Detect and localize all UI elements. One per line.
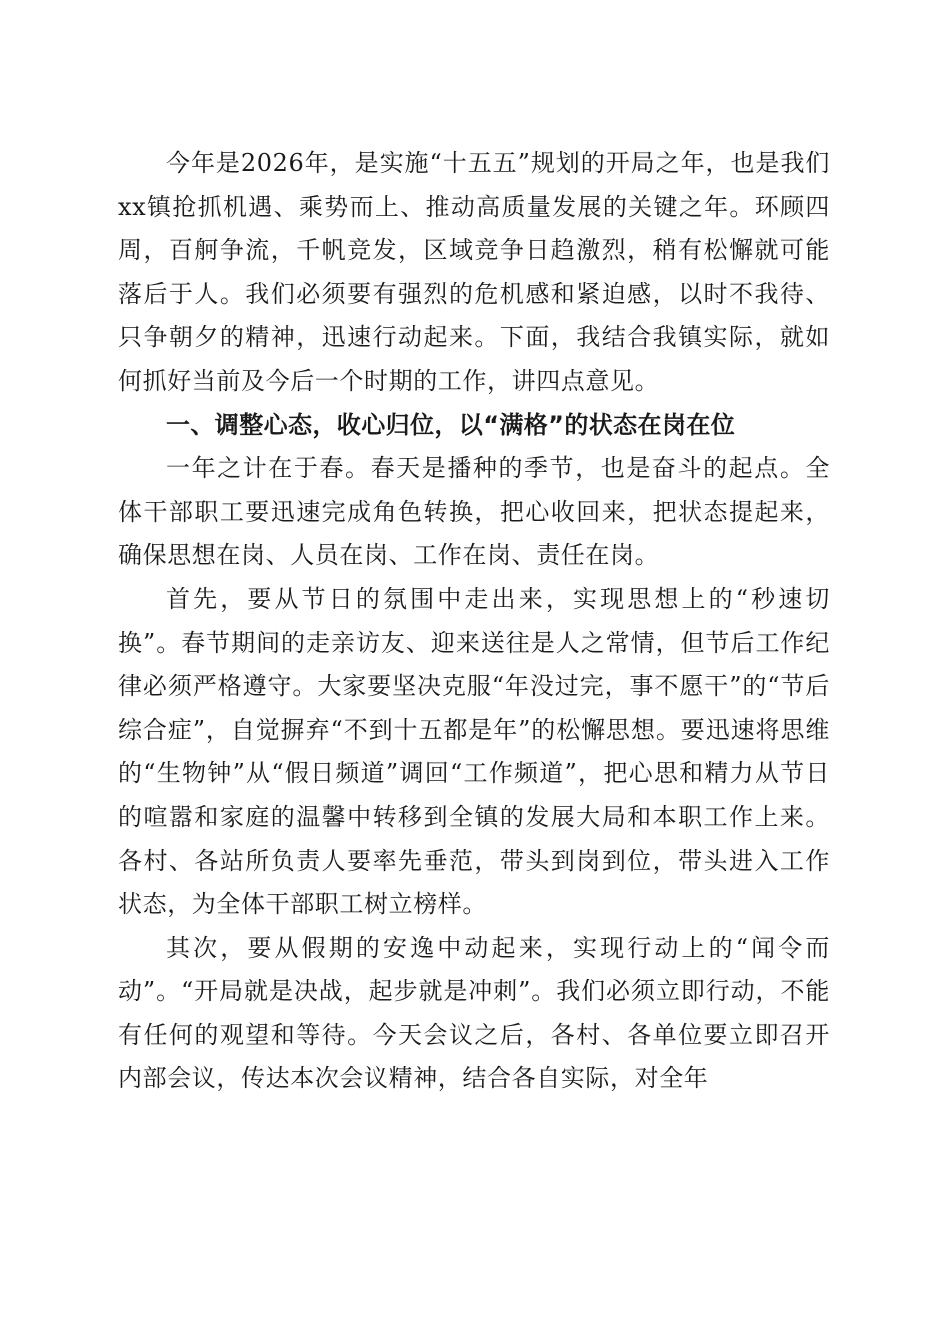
section-heading-1: 一、调整心态，收心归位，以“满格”的状态在岗在位 <box>166 410 736 439</box>
body-paragraph-1: 一年之计在于春。春天是播种的季节，也是奋斗的起点。全体干部职工要迅速完成角色转换，把心收回来，把状态提起来，确保思想在岗、人员在岗、工作在岗、责任在岗。 <box>118 454 830 570</box>
body-paragraph-3: 其次，要从假期的安逸中动起来，实现行动上的“闻令而动”。“开局就是决战，起步就是冲刺”。我们必须立即行动，不能有任何的观望和等待。今天会议之后，各村、各单位要立即召开内部会议，传达本次会议精神，结合各自实际，对全年 <box>118 933 830 1093</box>
body-paragraph-2: 首先，要从节日的氛围中走出来，实现思想上的“秒速切换”。春节期间的走亲访友、迎来送往是人之常情，但节后工作纪律必须严格遵守。大家要坚决克服“年没过完，事不愿干”的“节后综合症”，自觉摒弃“不到十五都是年”的松懈思想。要迅速将思维的“生物钟”从“假日频道”调回“工作频道”，把心思和精力从节日的喧嚣和家庭的温馨中转移到全镇的发展大局和本职工作上来。各村、各站所负责人要率先垂范，带头到岗到位，带头进入工作状态，为全体干部职工树立榜样。 <box>118 584 830 919</box>
document-body <box>118 142 830 1101</box>
intro-paragraph: 今年是2026年，是实施“十五五”规划的开局之年，也是我们xx镇抢抓机遇、乘势而上、推动高质量发展的关键之年。环顾四周，百舸争流，千帆竞发，区域竞争日趋激烈，稍有松懈就可能落后于人。我们必须要有强烈的危机感和紧迫感，以时不我待、只争朝夕的精神，迅速行动起来。下面，我结合我镇实际，就如何抓好当前及今后一个时期的工作，讲四点意见。 <box>118 149 830 395</box>
